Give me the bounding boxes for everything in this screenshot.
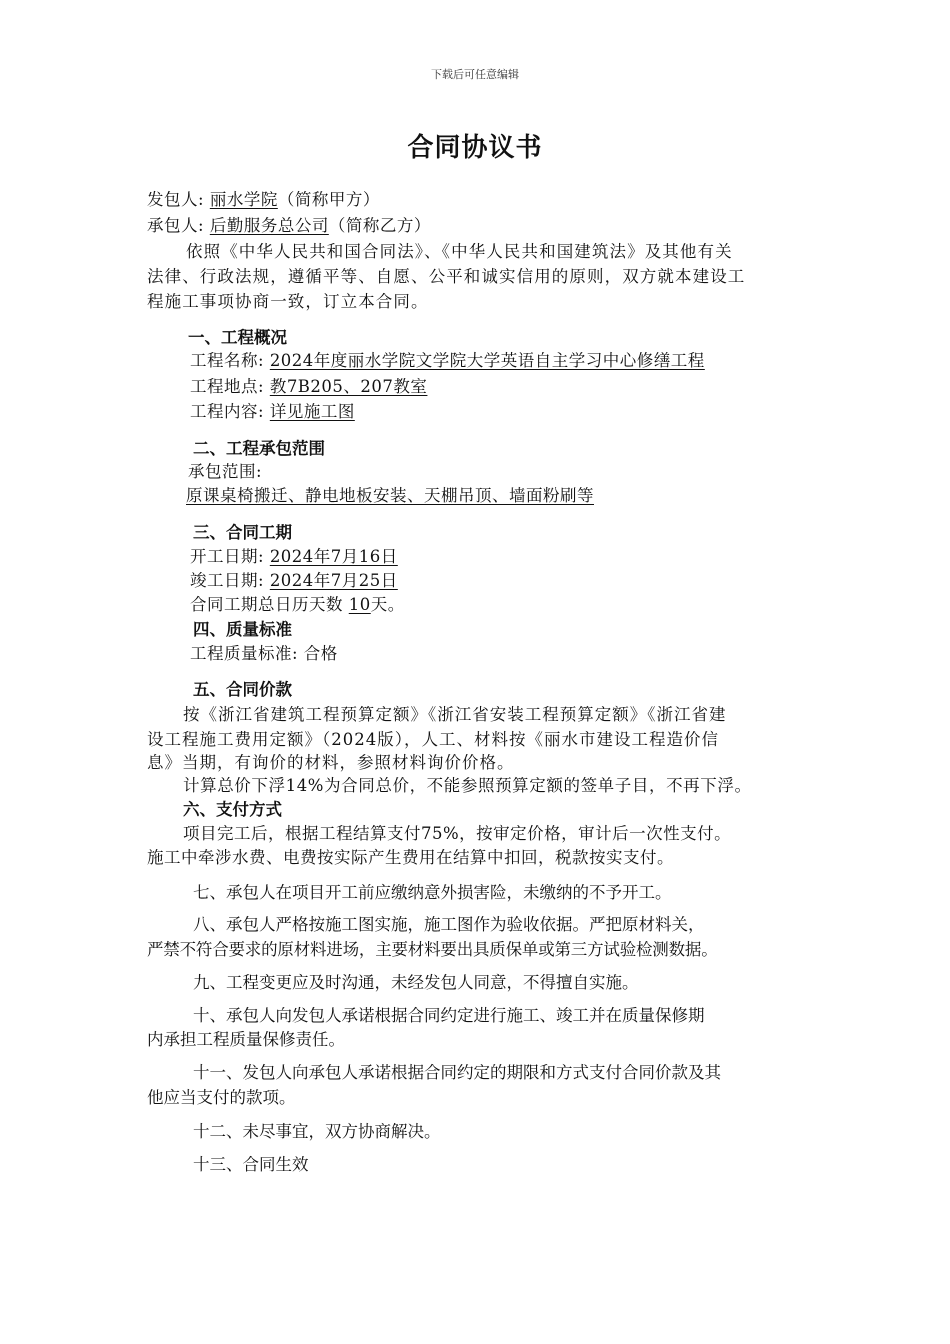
- employer-label: 发包人:: [147, 190, 205, 209]
- price-line-4: 计算总价下浮14%为合同总价，不能参照预算定额的签单子目，不再下浮。: [183, 776, 752, 795]
- page-title: 合同协议书: [407, 133, 543, 163]
- section-2-heading: 二、工程承包范围: [193, 439, 325, 458]
- contractor-label: 承包人:: [147, 216, 205, 235]
- header-note: 下载后可任意编辑: [431, 68, 519, 81]
- preamble-line-3: 程施工事项协商一致，订立本合同。: [147, 292, 429, 311]
- project-content-value: 详见施工图: [269, 402, 355, 421]
- payment-line-2: 施工中牵涉水费、电费按实际产生费用在结算中扣回，税款按实支付。: [147, 848, 674, 867]
- duration-value: 10: [348, 595, 371, 614]
- section-1-heading: 一、工程概况: [188, 328, 287, 347]
- project-name-value: 2024年度丽水学院文学院大学英语自主学习中心修缮工程: [269, 351, 705, 370]
- end-date-label: 竣工日期:: [190, 571, 265, 590]
- scope-value: 原课桌椅搬迁、静电地板安装、天棚吊顶、墙面粉刷等: [186, 486, 594, 505]
- section-3-heading: 三、合同工期: [193, 523, 292, 542]
- clause-11-line-1: 十一、发包人向承包人承诺根据合同约定的期限和方式支付合同价款及其: [193, 1063, 721, 1082]
- project-content-label: 工程内容:: [190, 402, 265, 421]
- end-date-value: 2024年7月25日: [269, 571, 398, 590]
- project-location-line: [190, 376, 427, 398]
- clause-8-line-2: 严禁不符合要求的原材料进场，主要材料要出具质保单或第三方试验检测数据。: [147, 940, 718, 959]
- preamble-line-1: 依照《中华人民共和国合同法》、《中华人民共和国建筑法》及其他有关: [186, 242, 733, 261]
- clause-9: 九、工程变更应及时沟通，未经发包人同意，不得擅自实施。: [193, 973, 639, 992]
- project-location-label: 工程地点:: [190, 377, 265, 396]
- section-6-heading: 六、支付方式: [183, 800, 282, 819]
- start-date-line: [190, 546, 398, 568]
- price-line-3: 息》当期，有询价的材料，参照材料询价价格。: [147, 753, 515, 772]
- project-name-line: [190, 350, 705, 372]
- section-4-heading: 四、质量标准: [193, 620, 292, 639]
- start-date-value: 2024年7月16日: [269, 547, 398, 566]
- clause-7: 七、承包人在项目开工前应缴纳意外损害险，未缴纳的不予开工。: [193, 883, 672, 902]
- duration-suffix: 天。: [370, 595, 405, 614]
- clause-12: 十二、未尽事宜，双方协商解决。: [193, 1122, 441, 1141]
- duration-prefix: 合同工期总日历天数: [190, 595, 343, 614]
- employer-name: 丽水学院: [209, 190, 278, 209]
- scope-label: 承包范围:: [188, 462, 263, 481]
- end-date-line: [190, 570, 398, 592]
- start-date-label: 开工日期:: [190, 547, 265, 566]
- duration-line: [190, 594, 405, 616]
- price-line-1: 按《浙江省建筑工程预算定额》《浙江省安装工程预算定额》《浙江省建: [183, 705, 727, 724]
- clause-10-line-1: 十、承包人向发包人承诺根据合同约定进行施工、竣工并在质量保修期: [193, 1006, 705, 1025]
- project-location-value: 教7B205、207教室: [269, 377, 428, 396]
- clause-11-line-2: 他应当支付的款项。: [147, 1088, 296, 1107]
- contractor-name: 后勤服务总公司: [209, 216, 329, 235]
- section-5-heading: 五、合同价款: [193, 680, 292, 699]
- payment-line-1: 项目完工后，根据工程结算支付75%，按审定价格，审计后一次性支付。: [183, 824, 732, 843]
- project-content-line: [190, 401, 355, 423]
- contractor-line: [147, 215, 431, 237]
- employer-alias: （简称甲方）: [277, 190, 380, 209]
- preamble-line-2: 法律、行政法规，遵循平等、自愿、公平和诚实信用的原则，双方就本建设工: [147, 267, 746, 286]
- price-line-2: 设工程施工费用定额》（2024版），人工、材料按《丽水市建设工程造价信: [147, 730, 719, 749]
- clause-8-line-1: 八、承包人严格按施工图实施，施工图作为验收依据。严把原材料关，: [193, 915, 705, 934]
- clause-13: 十三、合同生效: [193, 1155, 309, 1174]
- project-name-label: 工程名称:: [190, 351, 265, 370]
- employer-line: [147, 189, 380, 211]
- clause-10-line-2: 内承担工程质量保修责任。: [147, 1030, 345, 1049]
- quality-line: 工程质量标准: 合格: [190, 644, 338, 663]
- contractor-alias: （简称乙方）: [328, 216, 431, 235]
